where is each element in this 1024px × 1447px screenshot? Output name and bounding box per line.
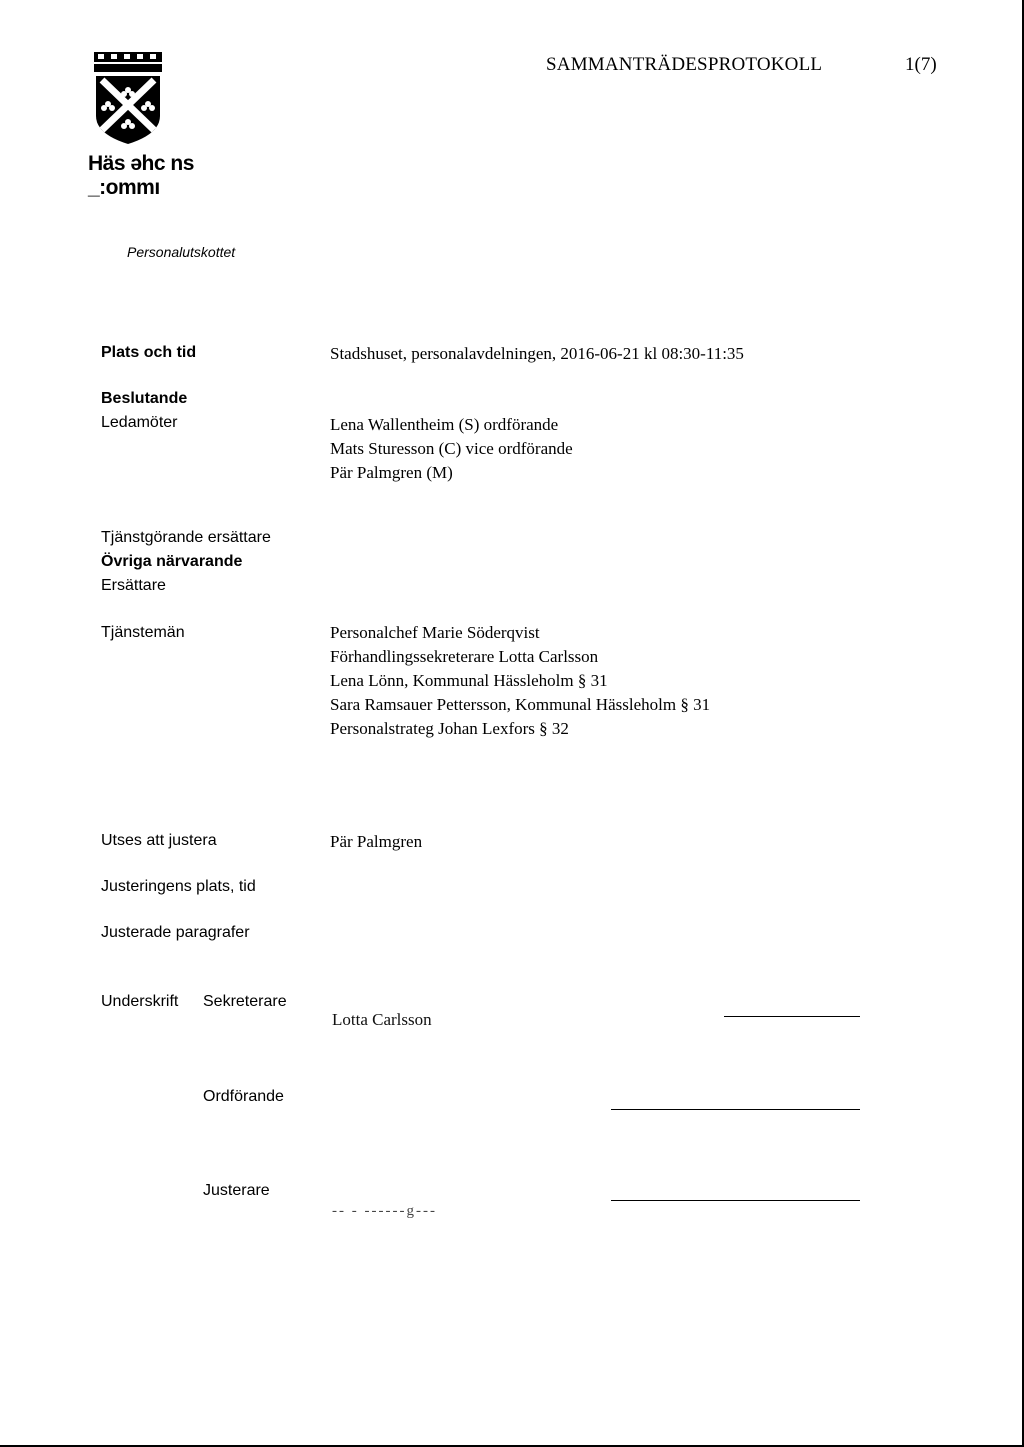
adjuster-signature-line [611, 1200, 860, 1201]
official-item: Lena Lönn, Kommunal Hässleholm § 31 [330, 671, 608, 690]
municipality-crest-icon [92, 50, 164, 146]
official-item: Förhandlingssekreterare Lotta Carlsson [330, 647, 599, 666]
place-time-value: Stadshuset, personalavdelningen, 2016-06-21 kl 08:30-11:35 [330, 344, 744, 363]
officials-label: Tjänstemän [101, 624, 185, 641]
members-list [330, 413, 573, 485]
municipality-logo-line1: Häs əhc ns [88, 152, 194, 175]
chair-signature-line [611, 1109, 860, 1110]
adjustment-place-time-label: Justeringens plats, tid [101, 878, 256, 895]
decision-makers-label: Beslutande [101, 390, 188, 407]
chair-label: Ordförande [203, 1088, 284, 1105]
place-time-label: Plats och tid [101, 344, 197, 361]
official-item: Personalchef Marie Söderqvist [330, 623, 540, 642]
member-item: Mats Sturesson (C) vice ordförande [330, 439, 573, 458]
others-present-label: Övriga närvarande [101, 553, 243, 570]
secretary-name: Lotta Carlsson [332, 1010, 432, 1029]
adjuster-label: Justerare [203, 1182, 270, 1199]
document-type: SAMMANTRÄDESPROTOKOLL [546, 54, 823, 75]
serving-substitutes-label: Tjänstgörande ersättare [101, 529, 271, 546]
appointed-adjuster-label: Utses att justera [101, 832, 217, 849]
members-label: Ledamöter [101, 414, 178, 431]
appointed-adjuster-value: Pär Palmgren [330, 832, 423, 851]
adjusted-paragraphs-label: Justerade paragrafer [101, 924, 250, 941]
adjuster-name-fragment: -- - ------g--- [332, 1203, 437, 1219]
substitutes-label: Ersättare [101, 577, 166, 594]
signature-label: Underskrift [101, 993, 179, 1010]
secretary-label: Sekreterare [203, 993, 287, 1010]
officials-list [330, 621, 710, 741]
official-item: Personalstrateg Johan Lexfors § 32 [330, 719, 569, 738]
municipality-logo-text [88, 152, 194, 200]
municipality-logo-line2: _:ommı [88, 176, 160, 199]
secretary-signature-line [724, 1016, 860, 1017]
page-number: 1(7) [905, 54, 937, 75]
member-item: Lena Wallentheim (S) ordförande [330, 415, 559, 434]
official-item: Sara Ramsauer Pettersson, Kommunal Hässleholm § 31 [330, 695, 711, 714]
committee-name: Personalutskottet [127, 244, 236, 260]
member-item: Pär Palmgren (M) [330, 463, 453, 482]
